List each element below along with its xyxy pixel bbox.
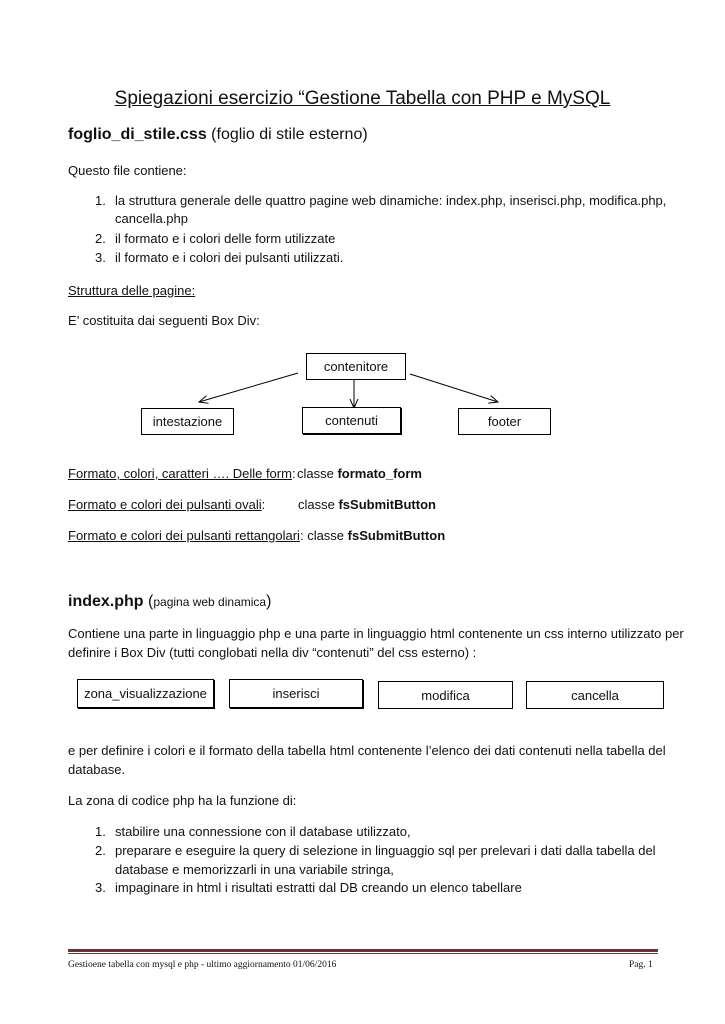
paragraph: database. — [68, 762, 126, 777]
arrow-to-footer — [410, 374, 498, 402]
diagram-box-intestazione: intestazione — [141, 408, 234, 435]
footer-rule-thin — [68, 953, 658, 954]
box-div-diagram-arrows — [0, 0, 725, 460]
diagram-box-footer: footer — [458, 408, 551, 435]
intro-text: Questo file contiene: — [68, 163, 187, 178]
form-class-value: classe formato_form — [297, 466, 422, 481]
form-class-row: Formato e colori dei pulsanti ovali: — [68, 497, 266, 512]
diagram-box-contenuti: contenuti — [302, 407, 401, 434]
form-class-value: classe fsSubmitButton — [298, 497, 436, 512]
struttura-label: Struttura delle pagine: — [68, 283, 196, 298]
form-class-row: Formato e colori dei pulsanti rettangolari: classe fsSubmitButton — [68, 528, 446, 543]
page-number: Pag. 1 — [629, 960, 653, 970]
section-heading-stylesheet: foglio_di_stile.css (foglio di stile esterno) — [68, 126, 368, 143]
diagram-box-contenitore: contenitore — [306, 353, 406, 380]
box-inserisci: inserisci — [229, 679, 363, 708]
box-cancella: cancella — [526, 681, 664, 709]
paragraph: Contiene una parte in linguaggio php e una parte in linguaggio html contenente un css interno utilizzato per — [68, 626, 684, 641]
footer-text: Gestioene tabella con mysql e php - ultimo aggiornamento 01/06/2016 — [68, 960, 337, 970]
arrow-to-intestazione — [199, 373, 298, 402]
form-class-row: Formato, colori, caratteri …. Delle form: — [68, 466, 296, 481]
paragraph: La zona di codice php ha la funzione di: — [68, 793, 297, 808]
paragraph: definire i Box Div (tutti conglobati nella div “contenuti” del css esterno) : — [68, 645, 477, 660]
section-heading-index: index.php (pagina web dinamica) — [68, 593, 272, 610]
paragraph: e per definire i colori e il formato della tabella html contenente l’elenco dei dati contenuti nella tabella del — [68, 743, 666, 758]
box-modifica: modifica — [378, 681, 513, 709]
struttura-text: E’ costituita dai seguenti Box Div: — [68, 313, 260, 328]
box-zona-visualizzazione: zona_visualizzazione — [77, 679, 214, 708]
footer-rule — [68, 949, 658, 952]
page-title: Spiegazioni esercizio “Gestione Tabella con PHP e MySQL — [114, 88, 611, 109]
